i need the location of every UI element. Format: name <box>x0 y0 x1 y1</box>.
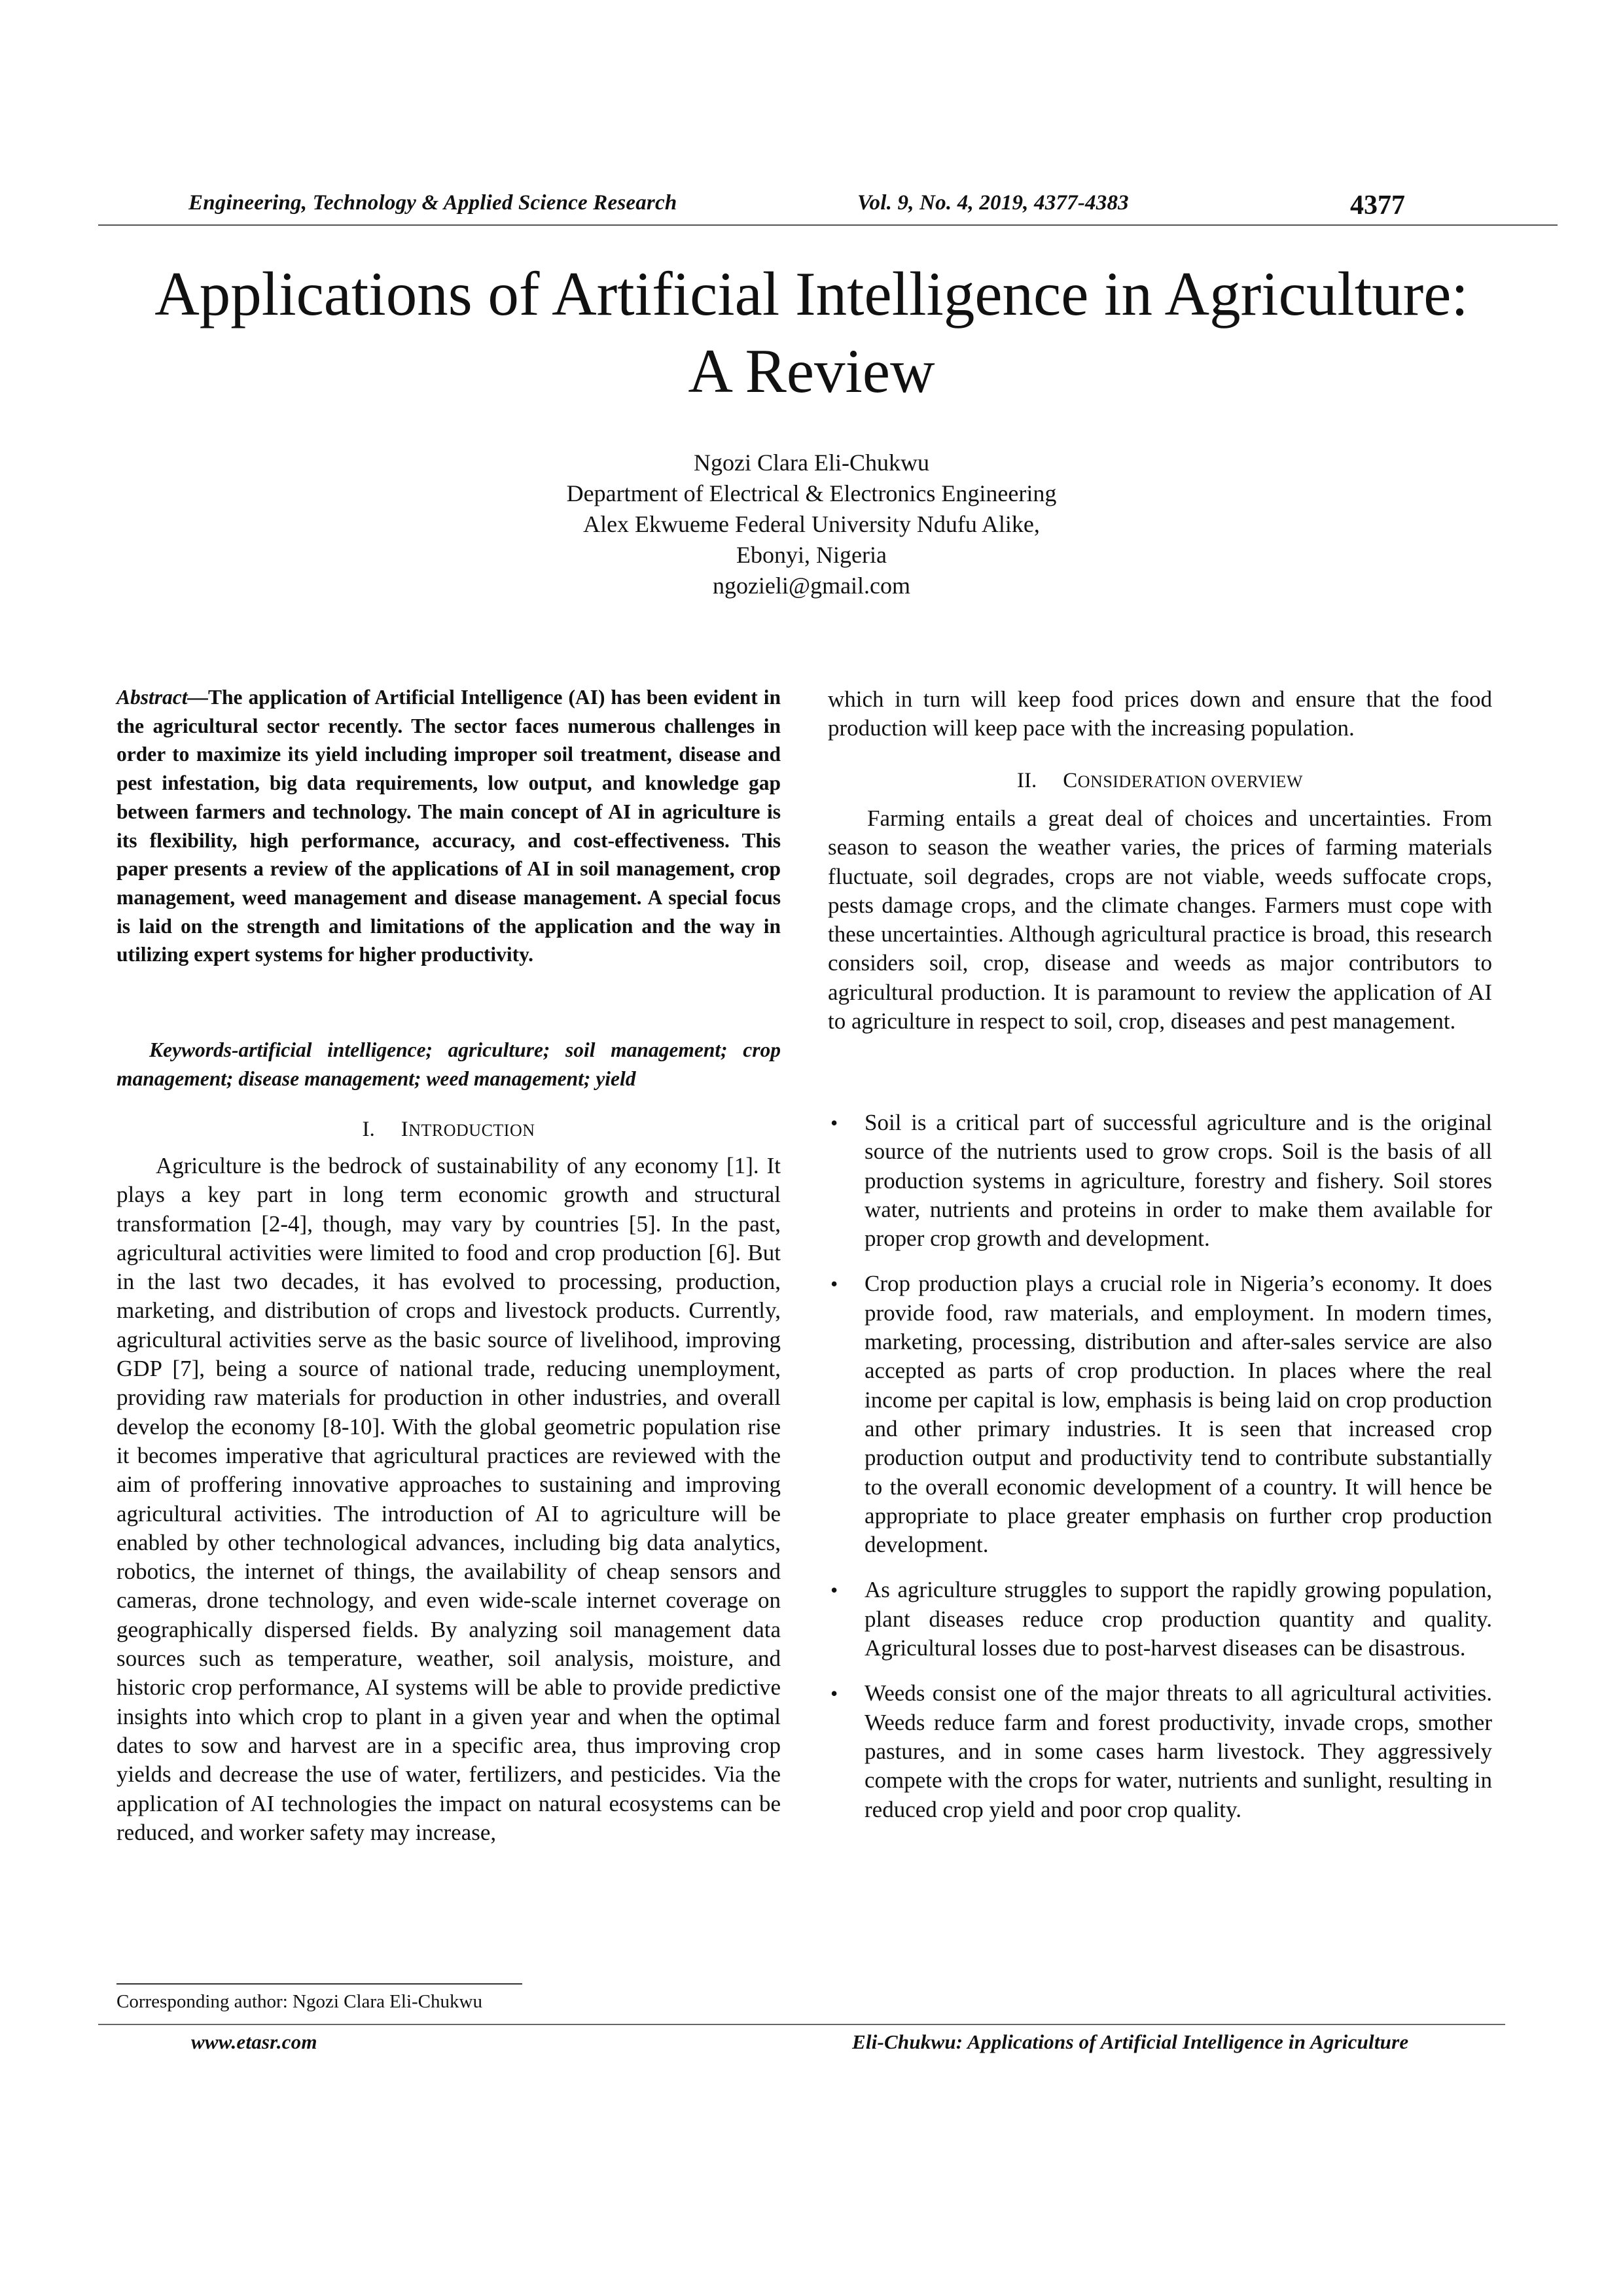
running-header-volume: Vol. 9, No. 4, 2019, 4377-4383 <box>857 191 1129 215</box>
author-email: ngozieli@gmail.com <box>712 573 911 599</box>
bullet-icon: • <box>830 1111 838 1135</box>
page-number: 4377 <box>1350 190 1405 221</box>
section-title-initial: C <box>1063 769 1078 792</box>
abstract-label: Abstract— <box>116 686 209 709</box>
section-number: II. <box>1017 769 1037 792</box>
footnote-rule <box>116 1983 522 1985</box>
running-header-journal: Engineering, Technology & Applied Science Research <box>188 191 677 215</box>
list-item: • Soil is a critical part of successful agriculture and is the original source of the nutrients used to grow crops. Soil is the basis of all production systems in agriculture, forestry and fishery. Soil stores water, nutrients and proteins in order to make them available for proper crop growth and development. <box>830 1110 1492 1252</box>
author-department: Department of Electrical & Electronics Engineering <box>566 480 1057 506</box>
factor-list <box>828 1108 1492 1841</box>
list-item: • Weeds consist one of the major threats to all agricultural activities. Weeds reduce farm and forest productivity, invade crops, smother pastures, and in some cases harm livestock. They aggressively compete with the crops for water, nutrients and sunlight, resulting in reduced crop yield and poor crop quality. <box>830 1680 1492 1822</box>
author-name: Ngozi Clara Eli-Chukwu <box>694 450 929 476</box>
author-university: Alex Ekwueme Federal University Ndufu Alike, <box>583 511 1040 537</box>
introduction-continuation: which in turn will keep food prices down and ensure that the food production will keep pace with the increasing population. <box>828 686 1492 741</box>
paper-title-line2: A Review <box>688 336 935 406</box>
footer-url: www.etasr.com <box>191 2030 317 2053</box>
bullet-icon: • <box>830 1578 838 1602</box>
paper-title <box>65 255 1558 410</box>
section-heading-consideration-overview <box>828 768 1492 795</box>
list-item: • Crop production plays a crucial role in Nigeria’s economy. It does provide food, raw materials, and employment. In modern times, marketing, processing, distribution and after-sales service are also accepted as parts of crop production. In places where the real income per capital is low, emphasis is being laid on crop production and other primary industries. It is seen that increased crop production output and productivity tend to contribute substantially to the overall economic development of a country. It will hence be appropriate to place greater emphasis on further crop production development. <box>830 1271 1492 1558</box>
header-rule <box>98 224 1558 226</box>
abstract-text: The application of Artificial Intelligence (AI) has been evident in the agricultural sector recently. The sector faces numerous challenges in order to maximize its yield including improper soil treatment, disease and pest infestation, big data requirements, low output, and knowledge gap between farmers and technology. The main concept of AI in agriculture is its flexibility, high performance, accuracy, and cost-effectiveness. This paper presents a review of the applications of AI in soil management, crop management, weed management and disease management. A special focus is laid on the strength and limitations of the application and the way in utilizing expert systems for higher productivity. <box>116 686 781 966</box>
author-location: Ebonyi, Nigeria <box>736 542 887 568</box>
introduction-paragraph: Agriculture is the bedrock of sustainability of any economy [1]. It plays a key part in long term economic growth and structural transformation [2-4], though, may vary by countries [5]. In the past, agricultural activities were limited to food and crop production [6]. But in the last two decades, it has evolved to processing, production, marketing, and distribution of crops and livestock products. Currently, agricultural activities serve as the basic source of livelihood, improving GDP [7], being a source of national trade, reducing unemployment, providing raw materials for production in other industries, and overall develop the economy [8-10]. With the global geometric population rise it becomes imperative that agricultural practices are reviewed with the aim of proffering innovative approaches to sustaining and improving agricultural activities. The introduction of AI to agriculture will be enabled by other technological advances, including big data analytics, robotics, the internet of things, the availability of cheap sensors and cameras, drone technology, and even wide-scale internet coverage on geographically dispersed fields. By analyzing soil management data sources such as temperature, weather, soil analysis, moisture, and historic crop performance, AI systems will be able to provide predictive insights into which crop to plant in a given year and when the optimal dates to sow and harvest are in a specific area, thus improving crop yields and decrease the use of water, fertilizers, and pesticides. Via the application of AI technologies the impact on natural ecosystems can be reduced, and worker safety may increase, <box>116 1153 781 1845</box>
section-title-rest: NTRODUCTION <box>408 1121 535 1140</box>
consideration-paragraph: Farming entails a great deal of choices and uncertainties. From season to season the weather varies, the prices of farming materials fluctuate, soil degrades, crops are not viable, weeds suffocate crops, pests damage crops, and the climate changes. Farmers must cope with these uncertainties. Although agricultural practice is broad, this research considers soil, crop, disease and weeds as major contributors to agricultural production. It is paramount to review the application of AI to agriculture in respect to soil, crop, diseases and pest management. <box>828 805 1492 1034</box>
footer-running-title: Eli-Chukwu: Applications of Artificial Intelligence in Agriculture <box>852 2030 1409 2053</box>
section-heading-introduction <box>116 1116 781 1144</box>
footer-rule <box>98 2024 1505 2025</box>
section-title-rest: ONSIDERATION OVERVIEW <box>1077 772 1303 791</box>
bullet-icon: • <box>830 1682 838 1706</box>
section-title-initial: I <box>401 1118 409 1141</box>
section-number: I. <box>362 1118 375 1141</box>
keywords <box>116 1036 781 1093</box>
author-block <box>393 448 1230 601</box>
bullet-icon: • <box>830 1272 838 1296</box>
list-item: • As agriculture struggles to support the rapidly growing population, plant diseases reduce crop production quantity and quality. Agricultural losses due to post-harvest diseases can be disastrous. <box>830 1577 1492 1661</box>
keywords-text: Keywords-artificial intelligence; agriculture; soil management; crop management; disease management; weed management; yield <box>116 1038 781 1090</box>
paper-title-line1: Applications of Artificial Intelligence in Agriculture: <box>154 259 1469 328</box>
abstract <box>116 683 781 969</box>
corresponding-author-footnote: Corresponding author: Ngozi Clara Eli-Chukwu <box>116 1991 482 2012</box>
